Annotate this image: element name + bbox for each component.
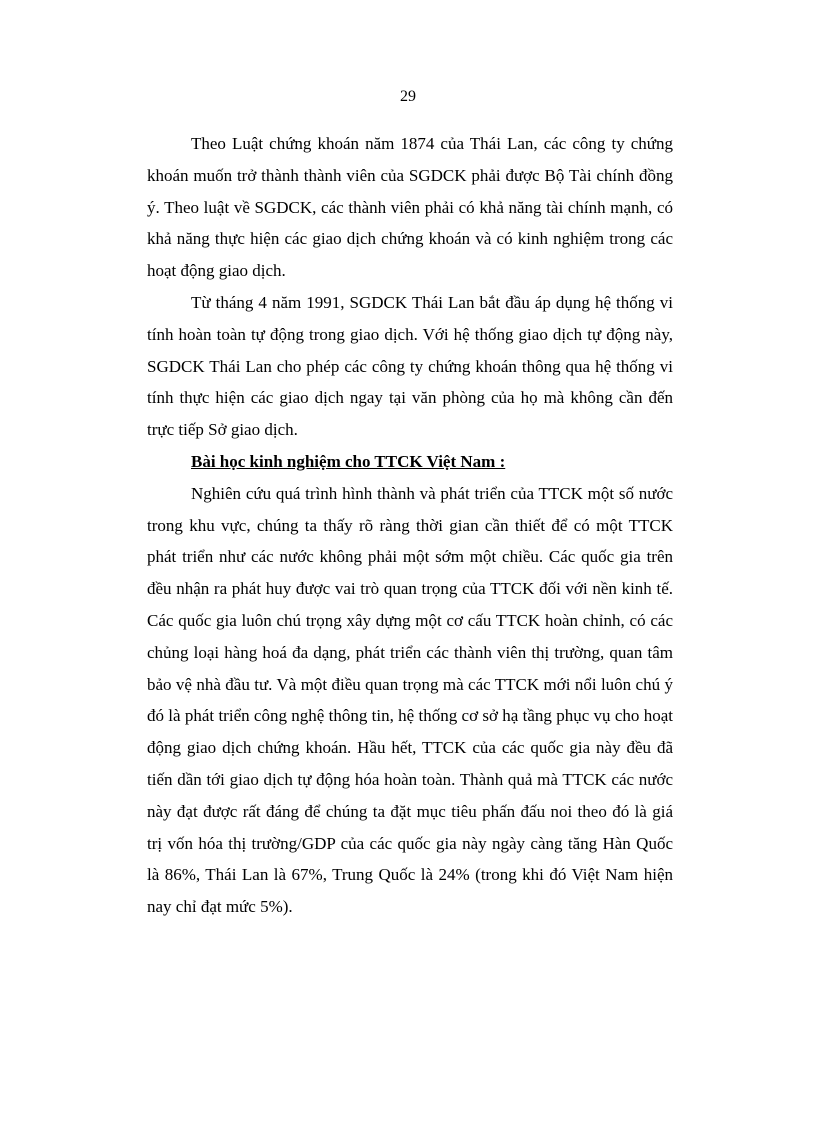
page-number: 29 (400, 88, 416, 105)
document-body (147, 128, 673, 923)
paragraph-thailand-law: Theo Luật chứng khoán năm 1874 của Thái Lan, các công ty chứng khoán muốn trở thành thành viên của SGDCK phải được Bộ Tài chính đồng ý. Theo luật về SGDCK, các thành viên phải có khả năng tài chính mạnh, có khả năng thực hiện các giao dịch chứng khoán và có kinh nghiệm trong các hoạt động giao dịch. (147, 134, 673, 281)
paragraph-lessons: Nghiên cứu quá trình hình thành và phát triển của TTCK một số nước trong khu vực, chúng ta thấy rõ ràng thời gian cần thiết để có một TTCK phát triển như các nước không phải một sớm một chiều. Các quốc gia trên đều nhận ra phát huy được vai trò quan trọng của TTCK đối với nền kinh tế. Các quốc gia luôn chú trọng xây dựng một cơ cấu TTCK hoàn chỉnh, có các chủng loại hàng hoá đa dạng, phát triển các thành viên thị trường, quan tâm bảo vệ nhà đầu tư. Và một điều quan trọng mà các TTCK mới nổi luôn chú ý đó là phát triển công nghệ thông tin, hệ thống cơ sở hạ tầng phục vụ cho hoạt động giao dịch chứng khoán. Hầu hết, TTCK của các quốc gia này đều đã tiến dần tới giao dịch tự động hóa hoàn toàn. Thành quả mà TTCK các nước này đạt được rất đáng để chúng ta đặt mục tiêu phấn đấu noi theo đó là giá trị vốn hóa thị trường/GDP của các quốc gia này ngày càng tăng Hàn Quốc là 86%, Thái Lan là 67%, Trung Quốc là 24% (trong khi đó Việt Nam hiện nay chỉ đạt mức 5%). (147, 483, 673, 917)
section-heading-lessons: Bài học kinh nghiệm cho TTCK Việt Nam : (191, 451, 506, 471)
paragraph-thailand-automation: Từ tháng 4 năm 1991, SGDCK Thái Lan bắt đầu áp dụng hệ thống vi tính hoàn toàn tự động trong giao dịch. Với hệ thống giao dịch tự động này, SGDCK Thái Lan cho phép các công ty chứng khoán thông qua hệ thống vi tính thực hiện các giao dịch ngay tại văn phòng của họ mà không cần đến trực tiếp Sở giao dịch. (147, 292, 673, 440)
